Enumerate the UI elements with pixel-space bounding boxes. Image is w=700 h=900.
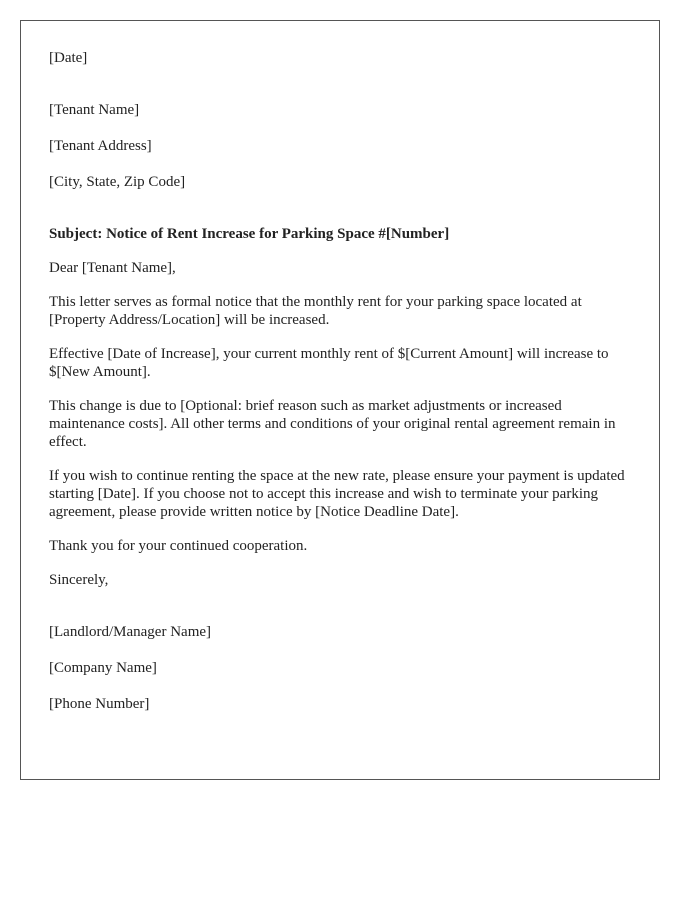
recipient-name: [Tenant Name] [49, 102, 140, 118]
letter-salutation: Dear [Tenant Name], [49, 260, 176, 276]
recipient-block [49, 83, 631, 209]
recipient-city-state-zip: [City, State, Zip Code] [49, 174, 186, 190]
letter-date: [Date] [49, 50, 88, 66]
paragraph-thanks: Thank you for your continued cooperation. [49, 538, 308, 554]
paragraph-instructions: If you wish to continue renting the space at the new rate, please ensure your payment is updated starting [Date]. If you choose not to accept this increase and wish to terminate your parking agreement, please provide written notice by [Notice Deadline Date]. [49, 468, 625, 520]
letter-closing: Sincerely, [49, 572, 109, 588]
letter-page [20, 20, 660, 780]
signature-phone: [Phone Number] [49, 696, 150, 712]
paragraph-notice: This letter serves as formal notice that the monthly rent for your parking space located at [Property Address/Location] will be increased. [49, 294, 582, 328]
signature-name: [Landlord/Manager Name] [49, 624, 212, 640]
signature-company: [Company Name] [49, 660, 157, 676]
paragraph-effective-date: Effective [Date of Increase], your current monthly rent of $[Current Amount] will increase to $[New Amount]. [49, 346, 609, 380]
signature-block [49, 605, 631, 731]
recipient-address: [Tenant Address] [49, 138, 152, 154]
paragraph-reason: This change is due to [Optional: brief reason such as market adjustments or increased maintenance costs]. All other terms and conditions of your original rental agreement remain in effect. [49, 398, 616, 450]
letter-subject: Subject: Notice of Rent Increase for Parking Space #[Number] [49, 226, 450, 242]
